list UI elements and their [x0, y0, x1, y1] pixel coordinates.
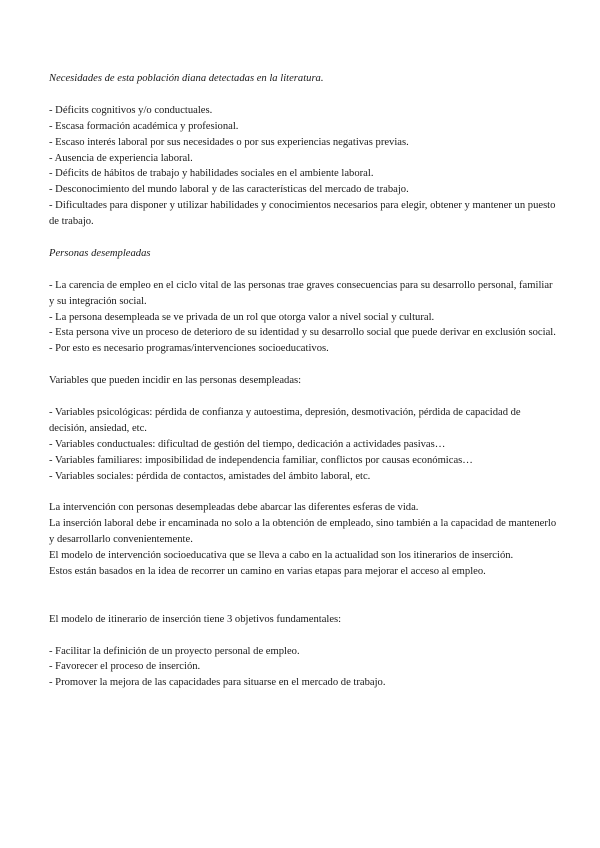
needs-item: - Ausencia de experiencia laboral. [49, 152, 193, 164]
itinerary-item: - Facilitar la definición de un proyecto personal de empleo. [49, 645, 300, 657]
needs-item: - Déficits cognitivos y/o conductuales. [49, 104, 213, 116]
needs-item: - Escaso interés laboral por sus necesidades o por sus experiencias negativas previas. [49, 136, 409, 148]
section-intervention [49, 500, 559, 580]
itinerary-item: - Favorecer el proceso de inserción. [49, 661, 201, 673]
itinerary-item: - Promover la mejora de las capacidades para situarse en el mercado de trabajo. [49, 677, 386, 689]
intervention-paragraph: La inserción laboral debe ir encaminada no solo a la obtención de empleado, sino también a la capacidad de mantenerlo y desarrollarlo convenientemente. [49, 518, 557, 546]
intervention-paragraph: La intervención con personas desempleadas debe abarcar las diferentes esferas de vida. [49, 502, 419, 514]
variables-item: - Variables psicológicas: pérdida de confianza y autoestima, depresión, desmotivación, pérdida de capacidad de decisión, ansiedad, etc. [49, 406, 521, 434]
intervention-paragraph: Estos están basados en la idea de recorrer un camino en varias etapas para mejorar el acceso al empleo. [49, 566, 486, 577]
needs-item: - Déficits de hábitos de trabajo y habilidades sociales en el ambiente laboral. [49, 168, 374, 180]
variables-item: - Variables conductuales: dificultad de gestión del tiempo, dedicación a actividades pasivas… [49, 438, 446, 450]
section-itinerary [49, 612, 559, 692]
variables-item: - Variables familiares: imposibilidad de independencia familiar, conflictos por causas económicas… [49, 454, 473, 466]
section-needs [49, 71, 559, 230]
unemployed-item: - Esta persona vive un proceso de deterioro de su identidad y su desarrollo social que puede derivar en exclusión social. [49, 327, 556, 339]
unemployed-item: - La carencia de empleo en el ciclo vital de las personas trae graves consecuencias para su desarrollo personal, familiar y su integración social. [49, 279, 553, 307]
needs-item: - Escasa formación académica y profesional. [49, 120, 239, 132]
section-title-unemployed: Personas desempleadas [49, 247, 151, 259]
itinerary-intro: El modelo de itinerario de inserción tiene 3 objetivos fundamentales: [49, 613, 342, 625]
variables-intro: Variables que pueden incidir en las personas desempleadas: [49, 375, 302, 387]
section-unemployed [49, 246, 559, 357]
section-title-needs: Necesidades de esta población diana detectadas en la literatura. [49, 73, 324, 84]
section-variables [49, 373, 559, 484]
unemployed-item: - Por esto es necesario programas/intervenciones socioeducativos. [49, 343, 329, 355]
unemployed-item: - La persona desempleada se ve privada de un rol que otorga valor a nivel social y cultural. [49, 311, 435, 323]
variables-item: - Variables sociales: pérdida de contactos, amistades del ámbito laboral, etc. [49, 470, 371, 482]
intervention-paragraph: El modelo de intervención socioeducativa que se lleva a cabo en la actualidad son los itinerarios de inserción. [49, 550, 514, 562]
needs-item: - Desconocimiento del mundo laboral y de las características del mercado de trabajo. [49, 184, 409, 196]
document-page [49, 71, 559, 691]
needs-item: - Dificultades para disponer y utilizar habilidades y conocimientos necesarios para elegir, obtener y mantener un puesto de trabajo. [49, 200, 556, 228]
